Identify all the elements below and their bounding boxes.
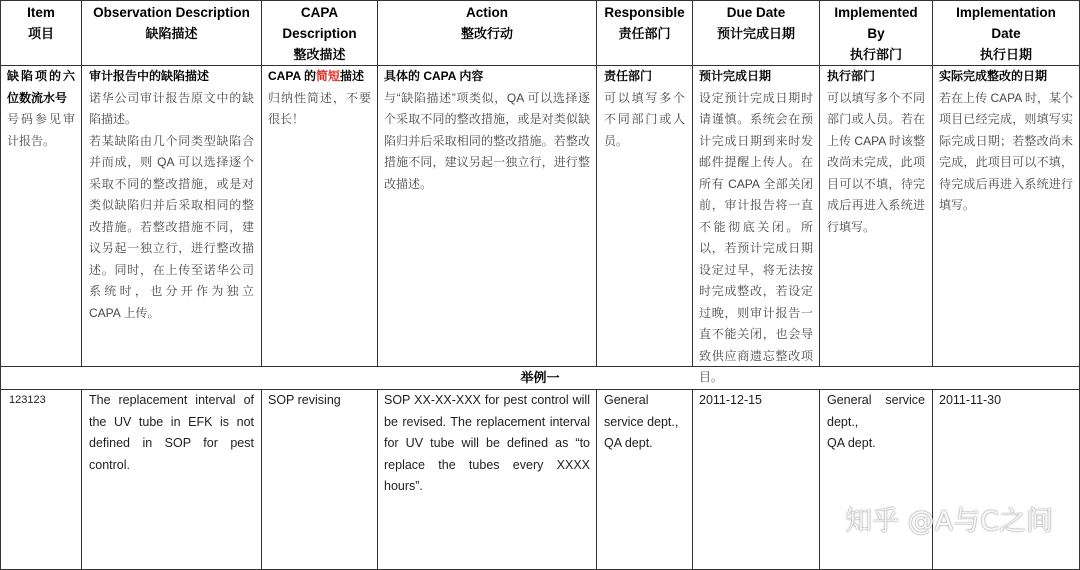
example-due-date-cell: 2011-12-15 [693,390,820,570]
guide-due-date-cell [693,66,820,384]
header-implementation-date-en: Implementation Date [956,5,1056,41]
header-responsible-zh: 责任部门 [618,26,671,41]
header-observation-description-en: Observation Description [93,5,250,20]
guide-capa-heading [268,66,371,88]
guide-item-body: 号码参见审计报告。 [7,112,75,148]
guide-item-cell [0,66,82,367]
header-capa-description-en: CAPA Description [282,5,357,41]
guide-responsible-heading: 责任部门 [604,69,653,83]
guide-observation-heading: 审计报告中的缺陷描述 [89,69,210,83]
guide-implemented-by-heading: 执行部门 [827,69,876,83]
header-implemented-by-en: Implemented By [834,5,918,41]
guide-implemented-by-cell [820,66,933,367]
header-responsible-en: Responsible [604,5,685,20]
header-item-zh: 项目 [27,26,54,41]
header-action-zh: 整改行动 [460,26,513,41]
example-implementation-date-cell: 2011-11-30 [933,390,1080,570]
guide-capa-heading-highlight: 简短 [316,69,341,83]
guide-action-heading: 具体的 CAPA 内容 [384,69,484,83]
header-due-date-zh: 预计完成日期 [716,26,795,41]
guide-observation-body-1: 诺华公司审计报告原文中的缺陷描述。 [89,90,254,126]
header-observation-description-zh: 缺陷描述 [145,26,198,41]
header-due-date [693,0,820,66]
example-action-cell: SOP XX-XX-XXX for pest control will be revised. The replacement interval for UV tube will be defined as “to replace the tubes every XXXX hours”. [378,390,597,570]
guide-implementation-date-cell [933,66,1080,367]
example-responsible-cell: General service dept., QA dept. [597,390,693,570]
header-capa-description [262,0,378,66]
header-action [378,0,597,66]
header-item [0,0,82,66]
guide-capa-heading-prefix: CAPA 的 [268,69,317,83]
header-implementation-date [933,0,1080,66]
header-due-date-en: Due Date [726,5,786,20]
header-observation-description [82,0,262,66]
guide-implemented-by-body: 可以填写多个不同部门或人员。若在上传 CAPA 时该整改尚未完成，此项目可以不填，待完成后再进入系统进行填写。 [827,90,925,234]
guide-responsible-cell [597,66,693,367]
header-implemented-by [820,0,933,66]
header-implemented-by-zh: 执行部门 [849,47,902,62]
guide-action-body: 与“缺陷描述”项类似，QA 可以选择逐个采取不同的整改措施，或是对类似缺陷归并后采取相同的整改措施。若整改措施不同，建议另起一独立行，进行整改描述。 [384,90,590,191]
guide-due-date-heading: 预计完成日期 [699,69,772,83]
header-item-en: Item [27,5,55,20]
example-implemented-by-cell: General service dept., QA dept. [820,390,933,570]
example-item-cell: 123123 [0,390,82,570]
guide-due-date-body: 设定预计完成日期时请谨慎。系统会在预计完成日期到来时发邮件提醒上传人。在所有 CAPA 全部关闭前，审计报告将一直不能彻底关闭。所以，若预计完成日期设定过早，将无法按时完成整改，若设定过晚，则审计报告一直不能关闭，也会导致供应商遗忘整改项目。 [699,90,813,384]
guide-item-heading: 缺陷项的六位数流水号 [7,69,75,105]
header-responsible [597,0,693,66]
guide-observation-cell [82,66,262,367]
guide-action-cell [378,66,597,367]
example-section-label: 举例一 [0,367,1080,390]
example-capa-cell: SOP revising [262,390,378,570]
header-action-en: Action [466,5,508,20]
guide-capa-body: 归纳性简述，不要很长！ [268,90,371,126]
guide-responsible-body: 可以填写多个不同部门或人员。 [604,90,685,148]
example-observation-cell: The replacement interval of the UV tube in EFK is not defined in SOP for pest control. [82,390,262,570]
guide-capa-cell [262,66,378,367]
zhihu-watermark: 知乎 @A与C之间 [845,506,1053,537]
guide-implementation-date-body: 若在上传 CAPA 时，某个项目已经完成，则填写实际完成日期；若整改尚未完成，此项目可以不填，待完成后再进入系统进行填写。 [939,90,1073,212]
guide-capa-heading-suffix: 描述 [340,69,365,83]
guide-implementation-date-heading: 实际完成整改的日期 [939,69,1048,83]
header-implementation-date-zh: 执行日期 [979,47,1032,62]
header-capa-description-zh: 整改描述 [293,47,346,62]
guide-observation-body-2: 若某缺陷由几个同类型缺陷合并而成，则 QA 可以选择逐个采取不同的整改措施，或是对类似缺陷归并后采取相同的整改措施。若整改措施不同，建议另起一独立行，进行整改描述。同时，在上传至诺华公司系统时，也分开作为独立 CAPA 上传。 [89,133,254,320]
